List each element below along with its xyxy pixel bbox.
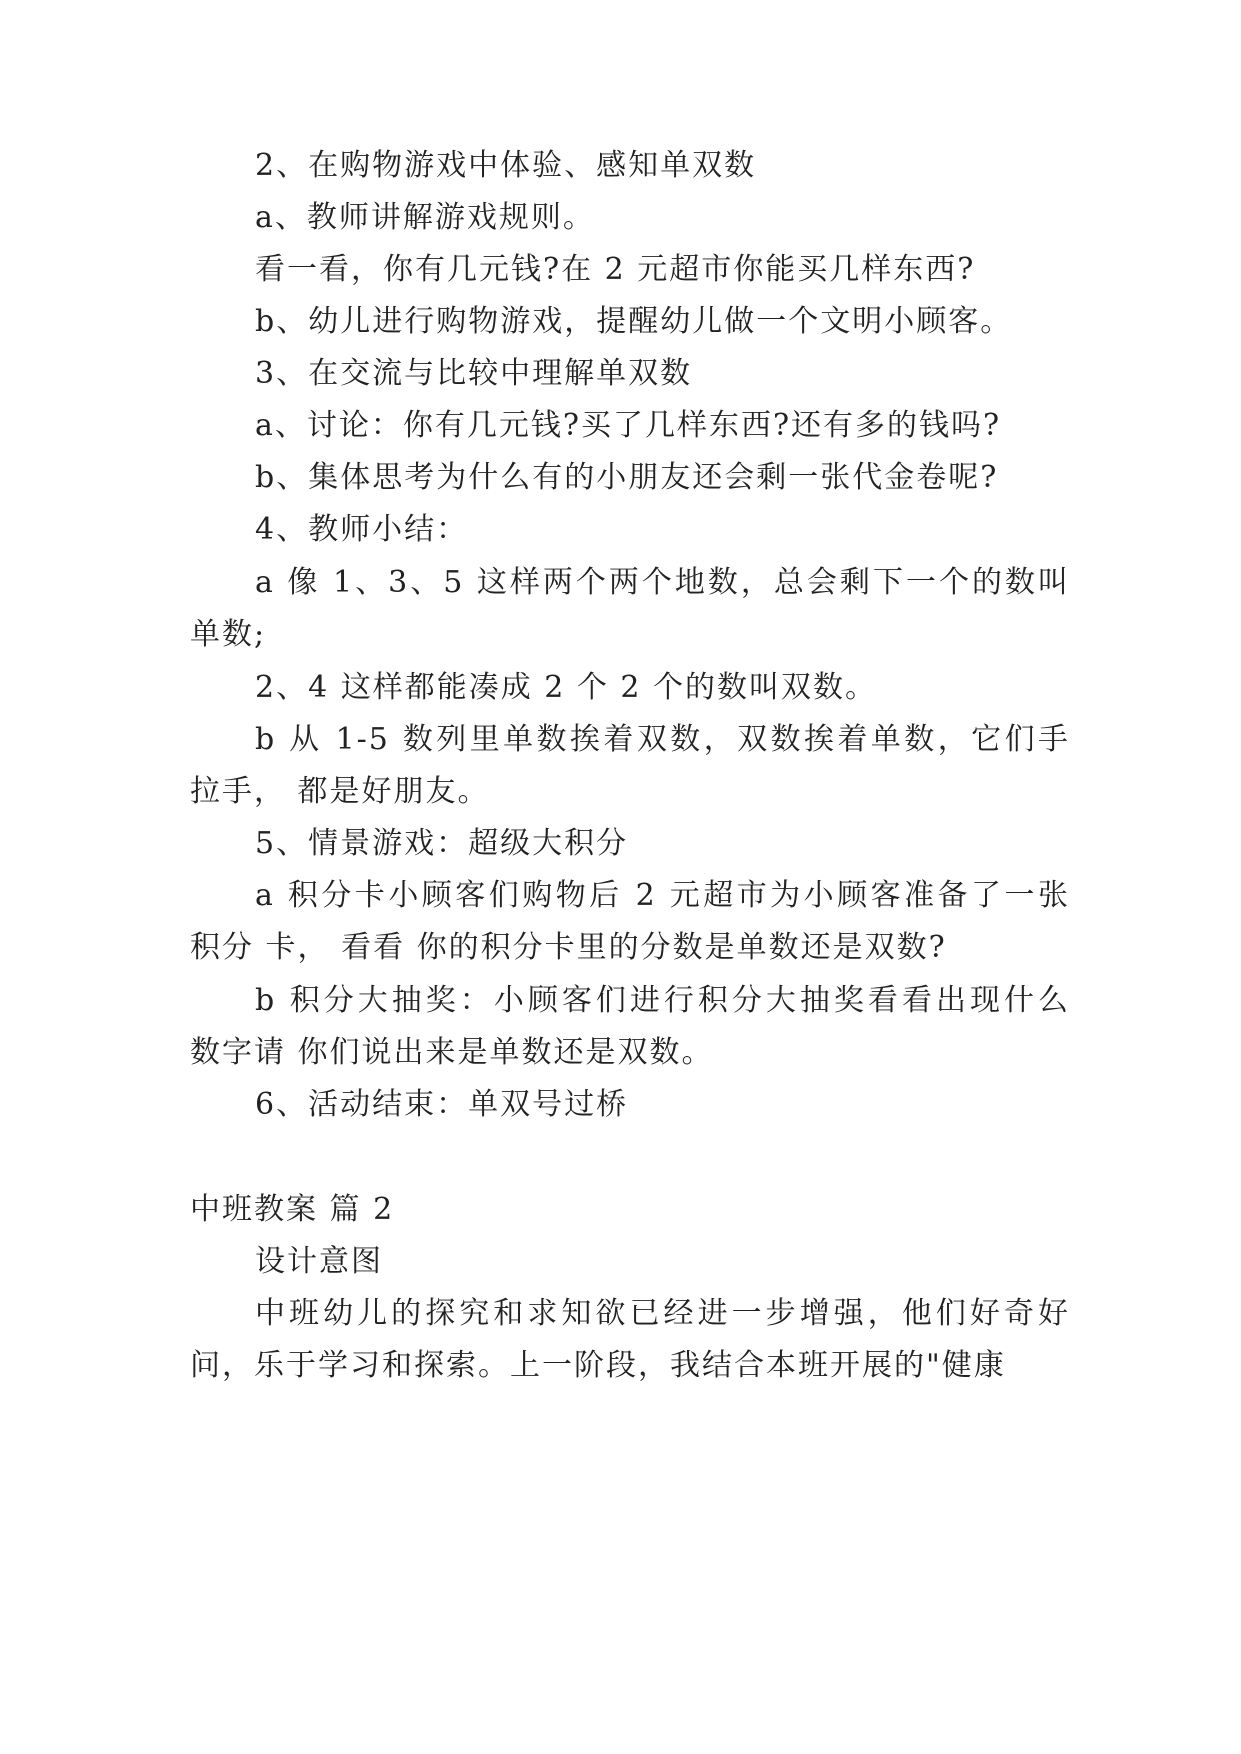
step-6-heading: 6、活动结束：单双号过桥 [255, 1087, 629, 1122]
paragraph-odd-line2: 单数; [190, 617, 267, 652]
paragraph-even: 2、4 这样都能凑成 2 个 2 个的数叫双数。 [255, 670, 878, 705]
paragraph-question: 看一看，你有几元钱?在 2 元超市你能买几样东西? [255, 252, 976, 287]
step-3-heading: 3、在交流与比较中理解单双数 [255, 356, 693, 391]
paragraph-odd-line1: a 像 1、3、5 这样两个两个地数，总会剩下一个的数叫 [255, 565, 1070, 600]
paragraph-discussion: a、讨论：你有几元钱?买了几样东西?还有多的钱吗? [255, 408, 1002, 443]
paragraph-friends-line1: b 从 1-5 数列里单数挨着双数，双数挨着单数，它们手 [255, 722, 1070, 757]
step-4-heading: 4、教师小结： [255, 512, 469, 547]
paragraph-points-line2: 积分 卡， 看看 你的积分卡里的分数是单数还是双数? [190, 930, 947, 965]
section-heading: 中班教案 篇 2 [190, 1192, 395, 1227]
paragraph-thinking: b、集体思考为什么有的小朋友还会剩一张代金卷呢? [255, 460, 999, 495]
paragraph-lottery-line2: 数字请 你们说出来是单数还是双数。 [190, 1035, 714, 1070]
paragraph-rules: a、教师讲解游戏规则。 [255, 200, 595, 235]
step-2-heading: 2、在购物游戏中体验、感知单双数 [255, 148, 757, 183]
step-5-heading: 5、情景游戏：超级大积分 [255, 826, 629, 861]
paragraph-lottery-line1: b 积分大抽奖：小顾客们进行积分大抽奖看看出现什么 [255, 983, 1070, 1018]
paragraph-points-line1: a 积分卡小顾客们购物后 2 元超市为小顾客准备了一张 [255, 878, 1070, 913]
paragraph-friends-line2: 拉手， 都是好朋友。 [190, 774, 490, 809]
paragraph-intent-line1: 中班幼儿的探究和求知欲已经进一步增强，他们好奇好 [255, 1296, 1070, 1331]
design-intent-heading: 设计意图 [255, 1244, 383, 1279]
paragraph-shopping: b、幼儿进行购物游戏，提醒幼儿做一个文明小顾客。 [255, 304, 1013, 339]
paragraph-intent-line2: 问，乐于学习和探索。上一阶段，我结合本班开展的"健康 [190, 1348, 1006, 1383]
